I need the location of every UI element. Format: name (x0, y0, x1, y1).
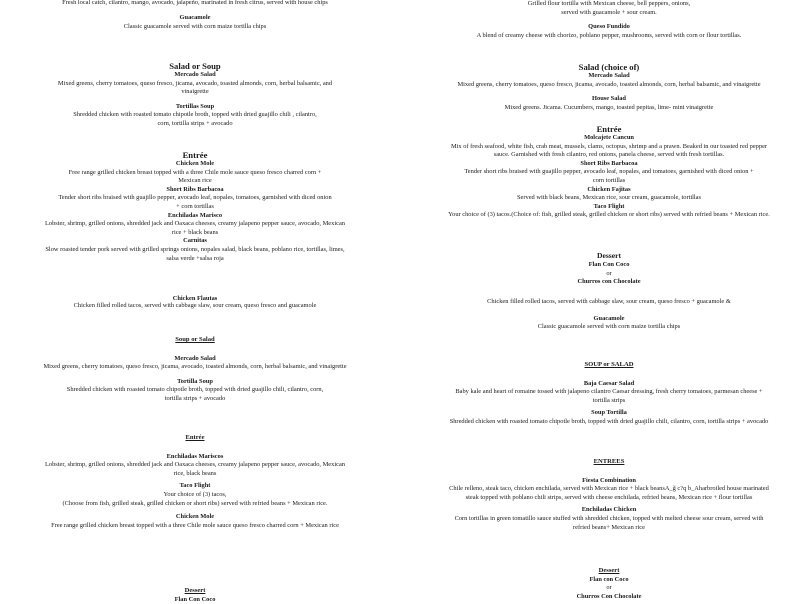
section-heading: Entrée (185, 434, 205, 441)
right-soup-salad-section (448, 361, 770, 427)
menu-item-desc: Tender short ribs braised with guajillo pepper, avocado leaf, nopales, and tomatoes, garnished with diced onion + corn tortillas (464, 168, 754, 184)
menu-item-name: Short Ribs Barbacoa (166, 185, 224, 193)
menu-item-desc: Chicken filled rolled tacos, served with cabbage slaw, sour cream, queso fresco and guacamole (73, 302, 317, 309)
left-salad-or-soup-section (40, 61, 350, 129)
menu-item-desc: Free range grilled chicken breast topped with a three Chile mole sauce queso fresco charred corn + Mexican rice (51, 521, 339, 529)
menu-item-desc: Tender short ribs braised with guajillo pepper, avocado leaf, nopales, tomatoes, garnished with diced onion + corn tortillas (58, 194, 332, 210)
menu-item-name: Queso Fundido (588, 23, 630, 31)
right-mid-block (448, 298, 770, 332)
menu-item-desc: Mixed greens, cherry tomatoes, queso fresco, jicama, avocado, toasted almonds, corn, herbal balsamic, and vinaigrette (43, 363, 347, 371)
right-top-block (448, 0, 770, 40)
menu-item-desc: Grilled flour tortilla with Mexican cheese, bell peppers, onions, (527, 0, 691, 7)
menu-item-desc: Chicken filled rolled tacos, served with cabbage slaw, sour cream, queso fresco + guacamole & (487, 298, 731, 305)
menu-item-name: Chicken Fajitas (587, 185, 631, 193)
menu-item-name: Molcajete Cancun (584, 134, 634, 141)
left-guacamole-top (40, 14, 350, 31)
menu-item-name: Flan con Coco (589, 575, 629, 583)
section-heading: Dessert (596, 251, 622, 260)
menu-item-desc: or (606, 269, 612, 277)
menu-item-name: Short Ribs Barbacoa (580, 159, 638, 167)
menu-item-desc: Free range grilled chicken breast topped with a three Chile mole sauce queso fresco charred corn + Mexican rice (68, 168, 322, 185)
menu-item-name: Taco Flight (593, 202, 625, 210)
section-heading: SOUP or SALAD (584, 361, 634, 368)
menu-item-name: Churros con Chocolate (577, 278, 641, 286)
menu-item-name: Flan Con Coco (588, 261, 630, 268)
right-entrees-section (448, 458, 770, 532)
menu-item-name: Mercado Salad (174, 71, 216, 78)
menu-item-name: Carnitas (183, 237, 207, 245)
menu-item-desc: Shredded chicken with roasted tomato chipotle broth, topped with dried guajillo chili, cilantro, corn, tortilla strips + avocado (449, 417, 769, 425)
section-heading: Entrée (182, 150, 208, 160)
menu-item-desc: Shredded chicken with roasted tomato chipotle broth, topped with dried guajillo chili , cilantro, corn, tortilla strips + avocado (73, 111, 317, 127)
right-entree-section (448, 124, 770, 220)
menu-item-name: Mercado Salad (174, 354, 216, 362)
right-dessert-section (448, 251, 770, 287)
section-heading: Dessert (598, 567, 620, 574)
menu-item-desc: Classic guacamole served with corn maize tortilla chips (123, 22, 267, 30)
menu-item-desc: Corn tortillas in green tomatillo sauce stuffed with shredded chicken, topped with melted cheese sour cream, served with refried beans+ Mexican rice (454, 514, 764, 531)
right-salad-choice-section (448, 62, 770, 112)
section-heading: ENTREES (593, 458, 625, 465)
menu-item-name: Guacamole (179, 14, 211, 21)
left-chicken-flautas (40, 296, 350, 311)
left-top-line: Fresh local catch, cilantro, mango, avocado, jalapeño, marinated in fresh citrus, served with house chips (62, 0, 328, 6)
menu-item-name: Enchiladas Mariscos (166, 452, 224, 460)
menu-item-name: Tortillas Soup (175, 102, 215, 110)
section-heading: Salad (choice of) (578, 62, 640, 72)
menu-item-desc: A blend of creamy cheese with chorizo, poblano pepper, mushrooms, served with corn or flour tortillas. (476, 31, 742, 39)
menu-item-name: Guacamole (593, 314, 625, 322)
menu-item-name: Mercado Salad (588, 72, 630, 79)
section-heading: Soup or Salad (175, 336, 215, 343)
menu-item-name: Chicken Mole (175, 160, 215, 167)
menu-item-name: Fiesta Combination (582, 476, 636, 484)
menu-item-desc: Your choice of (3) tacos, (163, 490, 227, 498)
menu-item-desc: Shredded chicken with roasted tomato chipotle broth, topped with dried guajillo chili, cilantro, corn, tortilla strips + avocado (66, 386, 324, 402)
menu-item-desc: Slow roasted tender pork served with grilled springs onions, nopales salad, black beans, poblano rice, tortillas, limes, salsa verde +salsa roja (45, 245, 345, 262)
menu-item-name: Chicken Flautas (172, 295, 218, 302)
left-entree-section (40, 150, 350, 263)
menu-item-desc: Classic guacamole served with corn maize tortilla chips (537, 323, 681, 331)
menu-item-desc: Your choice of (3) tacos.(Choice of: fish, grilled steak, grilled chicken or short ribs) served with refried beans + Mexican rice. (448, 211, 770, 219)
menu-item-desc: served with guacamole + sour cream. (561, 8, 657, 16)
menu-item-name: Tortilla Soup (177, 377, 213, 385)
left-soup-or-salad-section (40, 336, 350, 404)
menu-item-desc: Mixed greens, cherry tomatoes, queso fresco, jicama, avocado, toasted almonds, corn, herbal balsamic, and vinaigrette (457, 80, 761, 88)
menu-item-name: House Salad (592, 95, 626, 103)
menu-item-name: Soup Tortilla (591, 409, 627, 417)
menu-item-desc: Mixed greens, cherry tomatoes, queso fresco, jicama, avocado, toasted almonds, corn, herbal balsamic, and vinaigrette (57, 79, 333, 96)
menu-item-name: Churros Con Chocolate (576, 592, 642, 600)
menu-item-desc: Mix of fresh seafood, white fish, crab meat, mussels, clams, octopus, shrimp and a prawn. Beaked in our toasted red pepper sauce. Garnished with fresh cilantro, red onions, panela cheese, served with fresh tortillas. (450, 142, 768, 159)
menu-item-name: Flan Con Coco (174, 595, 216, 603)
section-heading: Entrée (596, 124, 622, 134)
menu-item-name: Enchiladas Chicken (581, 506, 637, 514)
menu-item-desc: Mixed greens. Jicama. Cucumbers, mango, toasted pepitas, lime- mint vinaigrette (504, 103, 714, 111)
menu-item-desc: Served with black beans, Mexican rice, sour cream, guacamole, tortillas (516, 194, 702, 202)
menu-item-desc: Baby kale and heart of romaine tossed with jalapeno cilantro Caesar dressing, fresh cherry tomatoes, parmesan cheese + tortilla strips (455, 388, 763, 404)
section-heading: Salad or Soup (169, 61, 221, 71)
left-entree2-section (40, 434, 350, 530)
section-heading: Dessert (184, 587, 206, 594)
menu-item-name: Enchiladas Marisco (167, 211, 223, 219)
left-dessert-section (40, 587, 350, 604)
menu-item-name: Chicken Mole (175, 513, 215, 521)
menu-item-name: Taco Flight (179, 482, 211, 490)
right-dessert2-section (448, 567, 770, 601)
menu-item-desc: Chile relleno, steak taco, chicken enchilada, served with Mexican rice + black beansA_g̃ c?q b_Aharbroiled house marinated steak topped with poblano chili strips, served with cheese enchilada, refried beans, Mexican rice + flour tortillas (449, 485, 769, 501)
menu-item-desc: (Choose from fish, grilled steak, grilled chicken or short ribs) served with refried beans + Mexican rice. (62, 499, 328, 507)
menu-item-desc: or (606, 584, 612, 592)
menu-item-desc: Lobster, shrimp, grilled onions, shredded jack and Oaxaca cheeses, creamy jalapeno pepper sauce, avocado, Mexican rice, black beans (45, 461, 345, 477)
menu-item-name: Baja Caesar Salad (583, 379, 635, 387)
menu-item-desc: Lobster, shrimp, grilled onions, shredded jack and Oaxaca cheeses, creamy jalapeno pepper sauce, avocado, Mexican rice + black beans (45, 220, 345, 236)
